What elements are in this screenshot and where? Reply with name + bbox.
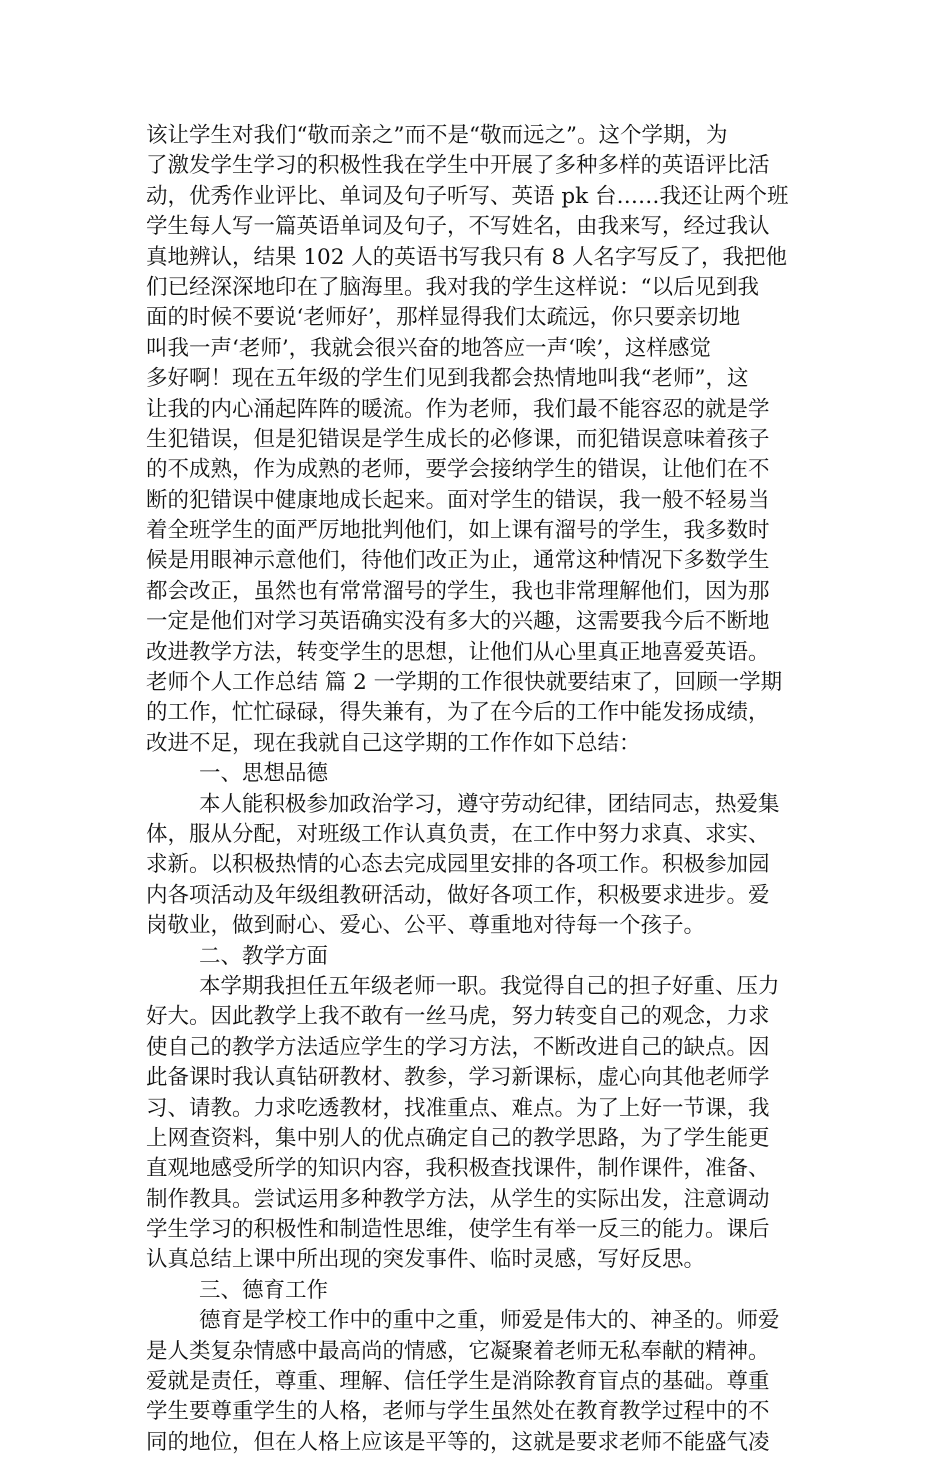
text-line: 一定是他们对学习英语确实没有多大的兴趣，这需要我今后不断地 — [146, 609, 770, 635]
paragraph-line: 同的地位，但在人格上应该是平等的，这就是要求老师不能盛气凌 — [146, 1429, 770, 1455]
section-heading-moral-education: 三、德育工作 — [199, 1277, 329, 1303]
paragraph-line: 使自己的教学方法适应学生的学习方法，不断改进自己的缺点。因 — [146, 1034, 770, 1060]
paragraph-line: 习、请教。力求吃透教材，找准重点、难点。为了上好一节课，我 — [146, 1095, 770, 1121]
paragraph-line: 是人类复杂情感中最高尚的情感，它凝聚着老师无私奉献的精神。 — [146, 1338, 770, 1364]
section-heading-morality: 一、思想品德 — [199, 761, 329, 787]
paragraph-line: 制作教具。尝试运用多种教学方法，从学生的实际出发，注意调动 — [146, 1186, 770, 1212]
text-line: 断的犯错误中健康地成长起来。面对学生的错误，我一般不轻易当 — [146, 487, 770, 513]
text-line: 着全班学生的面严厉地批判他们，如上课有溜号的学生，我多数时 — [146, 518, 770, 544]
text-line: 学生每人写一篇英语单词及句子，不写姓名，由我来写，经过我认 — [146, 214, 770, 240]
paragraph-line: 上网查资料，集中别人的优点确定自己的教学思路，为了学生能更 — [146, 1125, 770, 1151]
paragraph-line: 岗敬业，做到耐心、爱心、公平、尊重地对待每一个孩子。 — [146, 913, 706, 939]
paragraph-line: 求新。以积极热情的心态去完成园里安排的各项工作。积极参加园 — [146, 852, 770, 878]
text-line: 了激发学生学习的积极性我在学生中开展了多种多样的英语评比活 — [146, 153, 770, 179]
text-line: 生犯错误，但是犯错误是学生成长的必修课，而犯错误意味着孩子 — [146, 426, 770, 452]
text-line: 改进教学方法，转变学生的思想，让他们从心里真正地喜爱英语。 — [146, 639, 770, 665]
paragraph-line: 学生要尊重学生的人格，老师与学生虽然处在教育教学过程中的不 — [146, 1399, 770, 1425]
paragraph-line: 本学期我担任五年级老师一职。我觉得自己的担子好重、压力 — [199, 973, 780, 999]
text-line: 改进不足，现在我就自己这学期的工作作如下总结： — [146, 730, 641, 756]
section-heading-teaching: 二、教学方面 — [199, 943, 329, 969]
text-line: 面的时候不要说‘老师好’，那样显得我们太疏远，你只要亲切地 — [146, 305, 741, 331]
paragraph-line: 此备课时我认真钻研教材、教参，学习新课标，虚心向其他老师学 — [146, 1065, 770, 1091]
text-line: 让我的内心涌起阵阵的暖流。作为老师，我们最不能容忍的就是学 — [146, 396, 770, 422]
text-line: 叫我一声‘老师’，我就会很兴奋的地答应一声‘唉’，这样感觉 — [146, 335, 711, 361]
text-line: 候是用眼神示意他们，待他们改正为止，通常这种情况下多数学生 — [146, 548, 770, 574]
text-line: 真地辨认，结果 102 人的英语书写我只有 8 人名字写反了，我把他 — [146, 244, 788, 270]
text-line: 老师个人工作总结 篇 2 一学期的工作很快就要结束了，回顾一学期 — [146, 670, 783, 696]
document-body — [146, 121, 806, 1458]
text-line: 都会改正，虽然也有常常溜号的学生，我也非常理解他们，因为那 — [146, 578, 770, 604]
paragraph-line: 爱就是责任，尊重、理解、信任学生是消除教育盲点的基础。尊重 — [146, 1369, 770, 1395]
paragraph-line: 内各项活动及年级组教研活动，做好各项工作，积极要求进步。爱 — [146, 882, 770, 908]
text-line: 多好啊！现在五年级的学生们见到我都会热情地叫我“老师”，这 — [146, 366, 749, 392]
paragraph-line: 好大。因此教学上我不敢有一丝马虎，努力转变自己的观念，力求 — [146, 1004, 770, 1030]
paragraph-line: 本人能积极参加政治学习，遵守劳动纪律，团结同志，热爱集 — [199, 791, 780, 817]
paragraph-line: 直观地感受所学的知识内容，我积极查找课件，制作课件，准备、 — [146, 1156, 770, 1182]
paragraph-line: 德育是学校工作中的重中之重，师爱是伟大的、神圣的。师爱 — [199, 1308, 780, 1334]
paragraph-line: 学生学习的积极性和制造性思维，使学生有举一反三的能力。课后 — [146, 1217, 770, 1243]
text-line: 动，优秀作业评比、单词及句子听写、英语 pk 台……我还让两个班 — [146, 183, 789, 209]
text-line: 该让学生对我们“敬而亲之”而不是“敬而远之”。这个学期，为 — [146, 123, 728, 148]
paragraph-line: 认真总结上课中所出现的突发事件、临时灵感，写好反思。 — [146, 1247, 706, 1273]
paragraph-line: 体，服从分配，对班级工作认真负责，在工作中努力求真、求实、 — [146, 821, 770, 847]
text-line: 的工作，忙忙碌碌，得失兼有，为了在今后的工作中能发扬成绩， — [146, 700, 770, 726]
text-line: 的不成熟，作为成熟的老师，要学会接纳学生的错误，让他们在不 — [146, 457, 770, 483]
text-line: 们已经深深地印在了脑海里。我对我的学生这样说：“以后见到我 — [146, 274, 759, 300]
